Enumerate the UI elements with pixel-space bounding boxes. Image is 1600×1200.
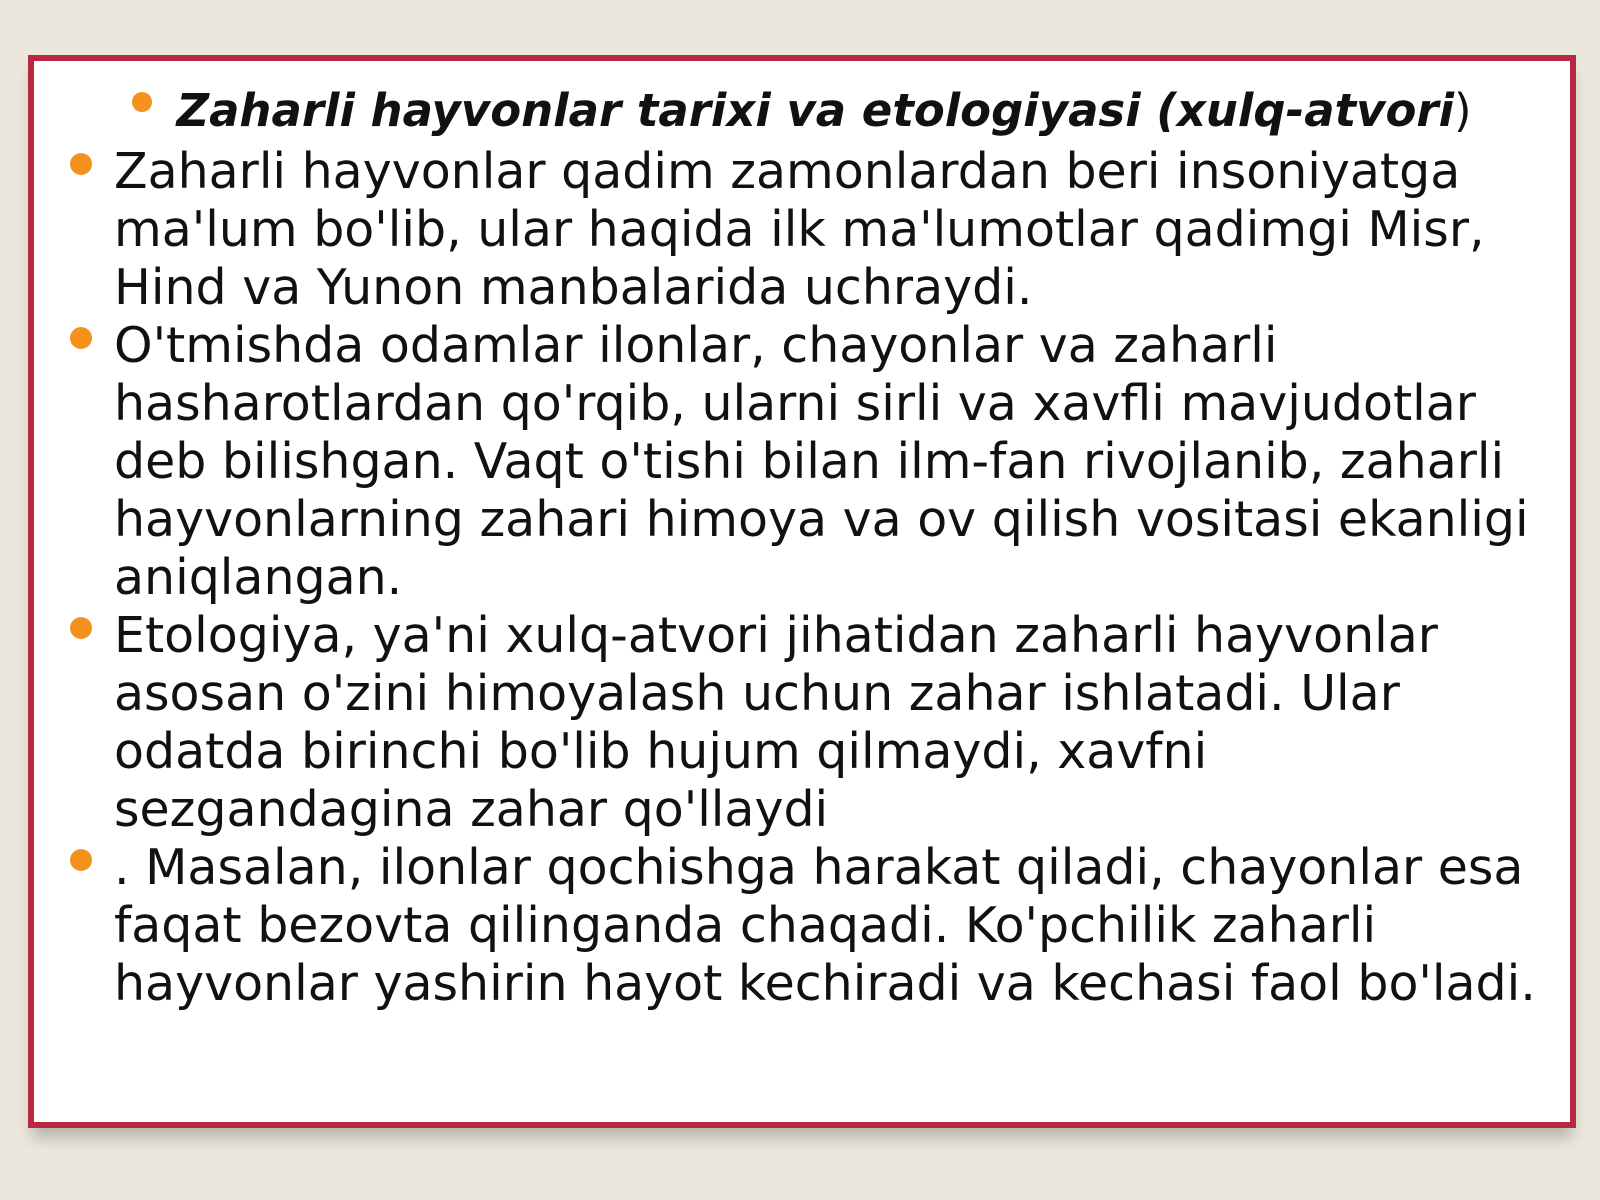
bullet-icon (70, 327, 92, 349)
title-bullet-icon (132, 92, 152, 112)
bullet-icon (70, 153, 92, 175)
bullet-text: Zaharli hayvonlar qadim zamonlardan beri insoniyatga ma'lum bo'lib, ular haqida ilk ma'lumotlar qadimgi Misr, Hind va Yunon manbalarida uchraydi. (114, 143, 1485, 316)
slide-title-text: Zaharli hayvonlar tarixi va etologiyasi (xulq-atvori (176, 84, 1454, 137)
bullet-text: . Masalan, ilonlar qochishga harakat qiladi, chayonlar esa faqat bezovta qilinganda chaqadi. Ko'pchilik zaharli hayvonlar yashirin hayot kechiradi va kechasi faol bo'ladi. (114, 839, 1536, 1012)
bullet-text: O'tmishda odamlar ilonlar, chayonlar va zaharli hasharotlardan qo'rqib, ularni sirli va xavfli mavjudotlar deb bilishgan. Vaqt o'tishi bilan ilm-fan rivojlanib, zaharli hayvonlarning zahari himoya va ov qilish vositasi ekanligi aniqlangan. (114, 317, 1529, 606)
bullet-icon (70, 849, 92, 871)
slide-title-suffix: ) (1454, 84, 1472, 137)
bullet-text: Etologiya, ya'ni xulq-atvori jihatidan zaharli hayvonlar asosan o'zini himoyalash uchun zahar ishlatadi. Ular odatda birinchi bo'lib hujum qilmaydi, xavfni sezgandagina zahar qo'llaydi (114, 607, 1438, 838)
bullet-item (64, 607, 1550, 839)
bullet-list (64, 143, 1550, 1013)
slide-title (34, 81, 1570, 141)
bullet-item (64, 839, 1550, 1013)
bullet-icon (70, 617, 92, 639)
slide-frame (28, 55, 1576, 1128)
bullet-item (64, 317, 1550, 607)
bullet-item (64, 143, 1550, 317)
